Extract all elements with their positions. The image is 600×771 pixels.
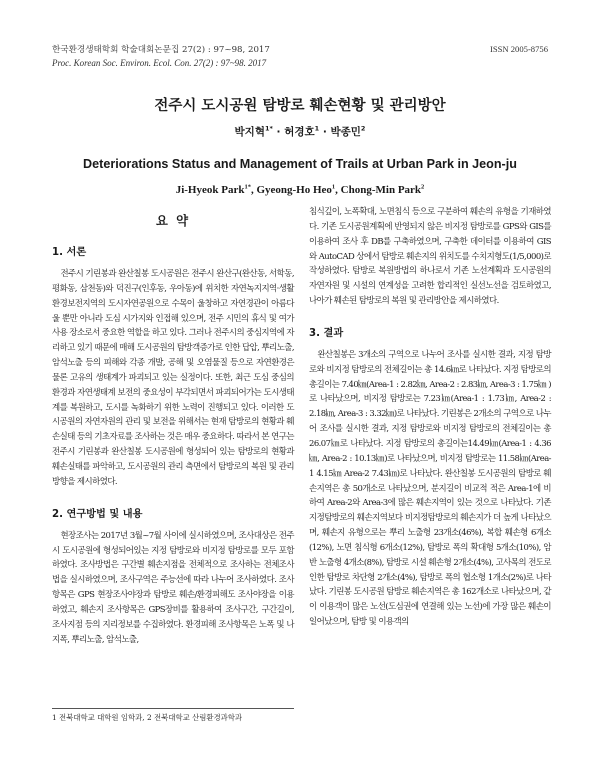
- left-column: [52, 204, 294, 646]
- authors-en: Ji-Hyeok Park$^{1*}$, Gyeong-Ho Heo$^1$, Chong-Min Park$^2$: [175, 183, 425, 196]
- right-column: [309, 204, 551, 629]
- author-name: 박종민: [330, 126, 361, 138]
- author-affiliation-mark: 2: [360, 124, 366, 133]
- journal-header: [52, 44, 270, 70]
- journal-title-en: Proc. Korean Soc. Environ. Ecol. Con. 27(2) : 97~98. 2017: [52, 58, 267, 68]
- author-name: 허경호: [284, 126, 315, 138]
- intro-paragraph: 전주시 기린봉과 완산칠봉 도시공원은 전주시 완산구(완산동, 서학동, 평화동, 삼천동)와 덕진구(인후동, 우아동)에 위치한 자연녹지지역·생활환경보전지역의 도시자연공원으로 수목이 울창하고 자연경관이 아름다울 뿐만 아니라 도심 시가지와 인접해 있으며, 전주 시민의 휴식 및 여가사용 장소로서 중요한 역할을 하고 있다. 그러나 전주시의 중심지역에 자리하고 있기 때문에 매해 도시공원의 탐방객증가로 인한 답압, 뿌리노출, 암석노출 등의 피해와 각종 개발, 공해 및 오염물질 등으로 자연환경은 물론 고유의 생태계가 파괴되고 있는 실정이다. 또한, 최근 도심 중심의 환경과 자연생태계 보전의 중요성이 부각되면서 파괴되어가는 도시생태계를 복원하고, 도시를 녹화하기 위한 노력이 진행되고 있다. 이러한 도시공원의 자연자원의 관리 및 보전을 위해서는 현재 탐방로의 현황과 훼손실태 등의 기초자료를 조사하는 것은 매우 중요하다. 따라서 본 연구는 전주시 기린봉과 완산칠봉 도시공원에 형성되어 있는 탐방로의 현황과 훼손실태를 파악하고, 도시공원의 관리 측면에서 탐방로의 복원 및 관리방향을 제시하였다.: [52, 268, 294, 486]
- journal-title-ko: 한국환경생태학회 학술대회논문집 27(2) : 97~98, 2017: [52, 45, 270, 55]
- footnote-divider: [52, 708, 294, 709]
- paper-title-ko: 전주시 도시공원 탐방로 훼손현황 및 관리방안: [154, 98, 446, 114]
- author-name: 박지혁: [234, 126, 265, 138]
- author-name: Chong-Min Park: [340, 184, 422, 196]
- intro-heading: 1. 서론: [52, 247, 87, 258]
- method-paragraph: 현장조사는 2017년 3월~7월 사이에 실시하였으며, 조사대상은 전주시 도시공원에 형성되어있는 지정 탐방로와 비지정 탐방로를 모두 포함하였다. 조사방법은 구간별 훼손지점을 전체적으로 조사하는 전체조사법을 실시하였으며, 조사구역은 주능선에 따라 나누어 조사하였다. 조사항목은 GPS 현장조사야장과 탐방로 훼손/환경피해도 조사야장을 이용하였고, 훼손지 조사항목은 GPS장비를 활용하여 조사구간, 구간길이, 조사지점 등의 지리정보를 수집하였다. 환경피해 조사항목은 노폭 및 나지폭, 뿌리노출, 암석노출,: [52, 529, 294, 644]
- authors-ko: 박지혁$^{1*}$ · 허경호$^1$ · 박종민$^2$: [234, 124, 366, 138]
- author-affiliation-mark: 1*: [264, 124, 273, 133]
- result-heading: 3. 결과: [309, 327, 344, 339]
- issn: ISSN 2005-8756: [489, 44, 548, 54]
- author-affiliation-mark: 1*: [244, 183, 251, 191]
- footnote: 1 전북대학교 대학원 임학과, 2 전북대학교 산림환경과학과: [52, 713, 243, 722]
- author-affiliation-mark: 1: [314, 124, 320, 133]
- author-affiliation-mark: 2: [421, 183, 425, 191]
- method-heading: 2. 연구방법 및 내용: [52, 508, 143, 520]
- author-name: Gyeong-Ho Heo: [256, 184, 332, 196]
- author-affiliation-mark: 1: [331, 183, 336, 191]
- paper-title-en: Deteriorations Status and Management of Trails at Urban Park in Jeon-ju: [83, 157, 517, 171]
- method-paragraph-continued: 침식깊이, 노폭확대, 노면침식 등으로 구분하여 훼손의 유형을 기재하였다. 기존 도시공원계획에 반영되지 않은 비지정 탐방로를 GPS와 GIS를 이용하여 조사 후 DB를 구축하였으며, 구축한 데이터를 이용하여 GIS와 AutoCAD 상에서 탐방로 훼손지의 위치도를 수치지형도(1/5,000)로 작성하였다. 탐방로 복원방법의 하나로서 기존 노선계획과 도시공원의 자연자원 및 시설의 연계성을 고려한 합리적인 실선노선을 검토하였고, 나아가 훼손된 탐방로의 복원 및 관리방안을 제시하였다.: [309, 206, 551, 306]
- author-name: Ji-Hyeok Park: [175, 184, 245, 196]
- result-paragraph: 완산칠봉은 3개소의 구역으로 나누어 조사를 실시한 결과, 지정 탐방로와 비지정 탐방로의 전체길이는 총 14.6㎞로 나타났다. 지정 탐방로의 총길이는 7.40㎞(Area-1 : 2.82㎞, Area-2 : 2.83㎞, Area-3 : 1.75㎞ )로 나타났으며, 비지정 탐방로는 7.23㎞(Area-1 : 1.73㎞, Area-2 : 2.18㎞, Area-3 : 3.32㎞)로 나타났다. 기린봉은 2개소의 구역으로 나누어 조사를 실시한 결과, 지정 탐방로와 비지정 탐방로의 전체길이는 총 26.07㎞로 나타났다. 지정 탐방로의 총길이는14.49㎞(Area-1 : 4.36㎞, Area-2 : 10.13㎞)로 나타났으며, 비지정 탐방로는 11.58㎞(Area-1 4.15㎞ Area-2 7.43㎞)로 나타났다. 완산칠봉 도시공원의 탐방로 훼손지역은 총 50개소로 나타났으며, 분지길이 비교적 적은 Area-1에 비하여 Area-2와 Area-3에 많은 훼손지역이 있는 것으로 나타났다. 기존 지정탐방로의 훼손지역보다 비지정탐방로의 훼손지가 더 높게 나타났으며, 훼손지 유형으로는 뿌리 노출형 23개소(46%), 복합 훼손형 6개소(12%), 노면 침식형 6개소(12%), 탐방로 폭의 확대형 5개소(10%), 암반 노출형 4개소(8%), 탐방로 시설 훼손형 2개소(4%), 고사목의 전도로 인한 탐방로 차단형 2개소(4%), 탐방로 폭의 협소형 1개소(2%)로 나타났다. 기린봉 도시공원 탐방로 훼손지역은 총 162개소로 나타났으며, 같이 이용객이 많은 노선(도심권에 연결해 있는 노선)에 가장 많은 훼손이 일어났으며, 탐방 및 이용객의: [309, 348, 552, 627]
- abstract-title: 요 약: [155, 213, 191, 228]
